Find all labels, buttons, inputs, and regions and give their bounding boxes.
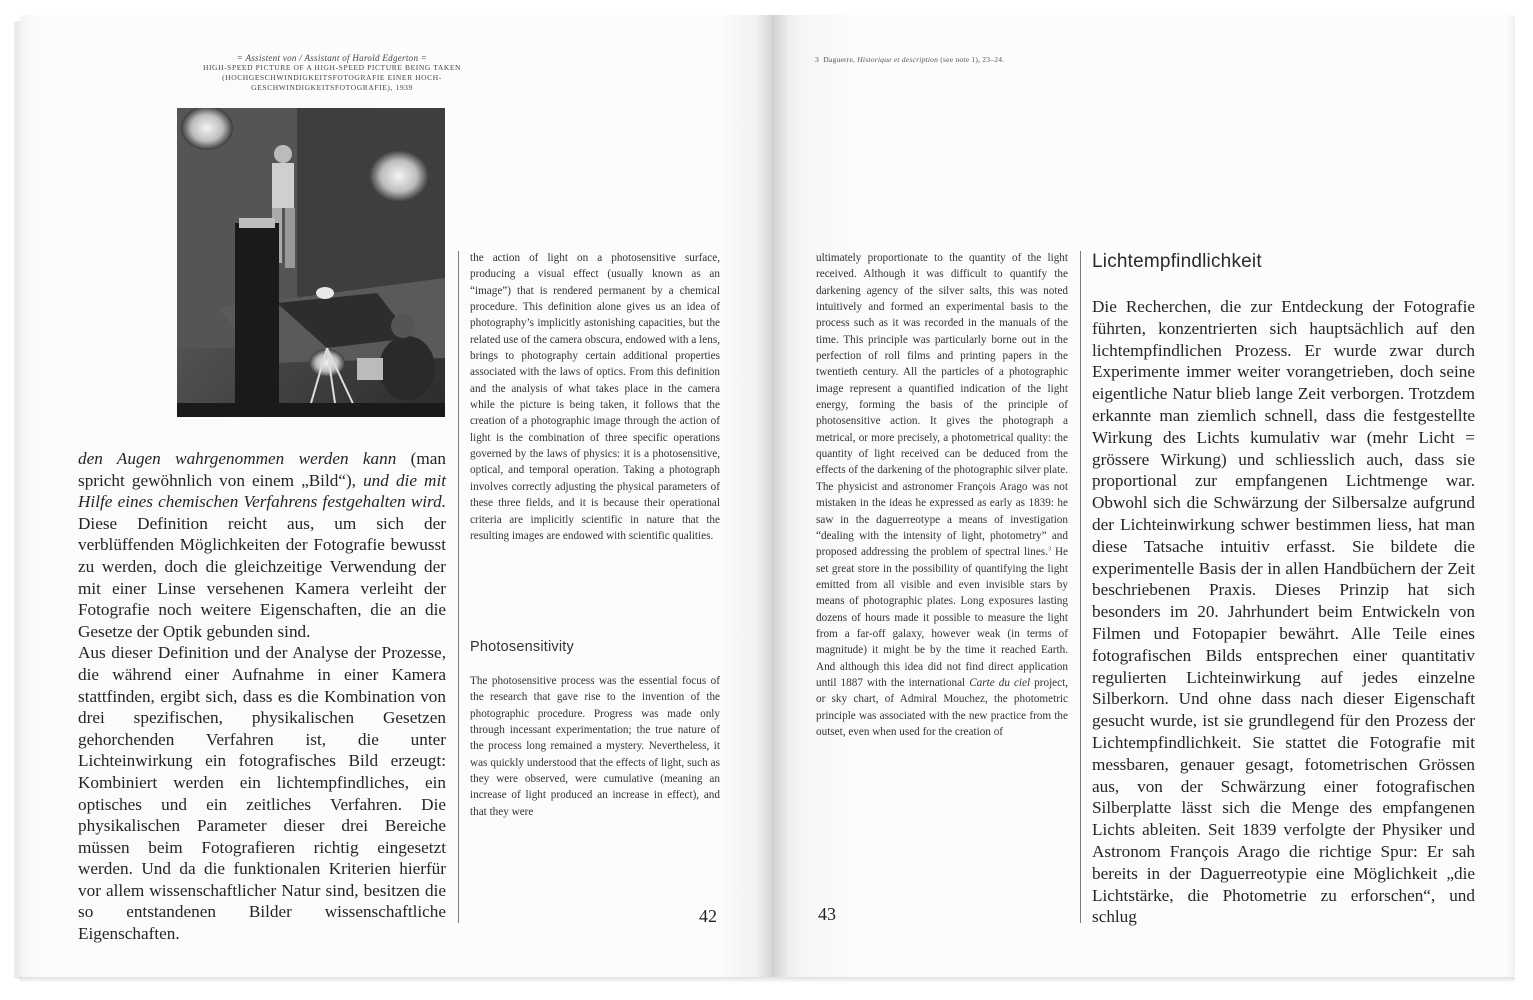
german-normal-b: Diese Definition reicht aus, um sich der verblüffenden Möglichkeiten der Fotografie bewusst zu werden, doch die gleichzeitige Verwendung der mit einer Linse versehenen Kamera verleiht der Fotografie noch weitere Eigenschaften, die an die Gesetze der Optik gebunden sind. xyxy=(78,513,446,641)
photo-caption xyxy=(192,53,472,93)
caption-title-line-2: (HOCHGESCHWINDIGKEITSFOTOGRAFIE EINER HOCH- xyxy=(222,73,442,82)
german-italic-b: und die mit Hilfe eines chemischen Verfahrens festgehalten wird. xyxy=(78,470,446,512)
footnote-rest: (see note 1), 23–24. xyxy=(938,55,1005,64)
english-text-column-right xyxy=(816,250,1068,740)
german-paragraph-right: Die Recherchen, die zur Entdeckung der Fotografie führten, konzentrierten sich hauptsächlich auf den lichtempfindlichen Prozess. Er wurde zwar durch Experimente immer weiter vorangetrieben, doch seine eigentliche Natur blieb lange Zeit verborgen. Trotzdem erkannte man ziemlich schnell, dass die festgestellte Wirkung des Lichts kumulativ war (mehr Licht = grössere Wirkung) und schliesslich auch, dass sie proportional zur empfangenen Lichtmenge war. Obwohl sich die Schwärzung der Silbersalze aufgrund der Lichteinwirkung schwer bestimmen liess, hat man diese Tatsache intuitiv erfasst. Sie bildete die experimentelle Basis der in allen Handbüchern der Zeit beschriebenen Praxis. Dieses Prinzip hat sich besonders im 20. Jahrhundert beim Entwickeln von Filmen und Fotopapier bewährt. Alle Teile eines fotografischen Bilds entsprechen einer quantitativ regulierten Lichteinwirkung auf jedes einzelne Silberkorn. Und ohne dass nach dieser Eigenschaft gesucht wurde, ist sie grundlegend für den Prozess der Lichtempfindlichkeit. Sie stattet die Fotografie mit messbaren, genauer gesagt, fotometrischen Grössen aus, von der Schwärzung einer fotografischen Silberplatte lässt sich die Menge des empfangenen Lichts ableiten. Seit 1839 verfolgte der Physiker und Astronom François Arago die richtige Spur: Er sah bereits in der Daguerreotypie eine Möglichkeit „die Lichtstärke, die Photometrie zu erforschen“, und schlug xyxy=(1092,297,1475,927)
column-divider-right xyxy=(1080,251,1081,923)
english-paragraph-right xyxy=(816,250,1068,740)
photograph-illustration xyxy=(177,108,445,417)
footnote xyxy=(815,55,1004,64)
german-text-column-left xyxy=(78,448,446,945)
left-page xyxy=(20,15,772,977)
german-paragraph-2: Aus dieser Definition und der Analyse der Prozesse, die während einer Aufnahme in einer Kamera stattfinden, ergibt sich, dass es die Kombination von drei spezifischen, physikalischen Gesetzen gehorchenden Verfahren ist, die unter Lichteinwirkung ein fotografisches Bild erzeugt: Kombiniert werden ein lichtempfindliches, ein optisches und ein zeitliches Verfahren. Die physikalischen Parameter dieser drei Bereiche müssen beim Fotografieren richtig eingesetzt werden. Und da die funktionalen Kriterien hierfür vor allem wissenschaftlicher Natur sind, besitzen die so entstandenen Bilder wissenschaftliche Eigenschaften. xyxy=(78,643,446,944)
english-right-part-c: project, or sky chart, of Admiral Mouchez, the photometric principle was associated with the new practice from the outset, even when used for the creation of xyxy=(816,676,1069,738)
german-italic-a: den Augen wahrgenommen werden kann xyxy=(78,449,397,468)
caption-title-line-1: HIGH-SPEED PICTURE OF A HIGH-SPEED PICTURE BEING TAKEN xyxy=(202,63,462,72)
english-text-column-left xyxy=(470,250,720,544)
english-section-heading: Photosensitivity xyxy=(470,639,574,655)
book-gutter xyxy=(755,15,789,977)
english-right-part-b: He set great store in the possibility of quantifying the light emitted from all visible and even invisible stars by means of photographic plates. Long exposures lasting dozens of hours made it possible to measure the light from a far-off galaxy, however weak (in terms of magnitude) it might be by the time it reached Earth. And although this idea did not find direct application until 1887 with the international xyxy=(816,546,1068,689)
german-paragraph-1 xyxy=(78,448,446,642)
german-text-column-right xyxy=(1092,296,1475,928)
footnote-reference: 3 xyxy=(1047,546,1051,553)
english-paragraph-2: The photosensitive process was the essential focus of the research that gave rise to the invention of the photographic procedure. Progress was made only through incessant experimentation; the true nature of the process long remained a mystery. Nevertheless, it was quickly understood that the effects of light, such as they were observed, were cumulative (meaning an increase of light produced an increase in effect), and that they were xyxy=(470,675,720,818)
column-divider-left xyxy=(458,251,459,923)
german-normal-a: (man spricht gewöhnlich von einem „Bild“), xyxy=(78,449,446,490)
german-section-heading: Lichtempfindlichkeit xyxy=(1092,251,1262,272)
open-book xyxy=(20,15,1515,980)
page-number-right: 43 xyxy=(818,904,836,924)
caption-credit: = Assistent von / Assistant of Harold Edgerton = xyxy=(236,53,428,63)
page-number-left: 42 xyxy=(699,906,717,926)
photograph-image xyxy=(177,108,445,417)
english-right-italic: Carte du ciel xyxy=(969,676,1031,689)
footnote-number: 3 xyxy=(815,55,819,64)
english-right-part-a: ultimately proportionate to the quantity of the light received. Although it was difficult to quantify the darkening agency of the silver salts, this was noted intuitively and formed an experimental basis to the process such as it was recorded in the manuals of the time. This principle was particularly borne out in the perfection of roll films and printing papers in the twentieth century. All the particles of a photographic image represent a quantified indication of the light energy, forming the basis of the principle of photosensitive action. It gives the photograph a metrical, or more precisely, a photometrical quality: the quantity of light received can be deduced from the effects of the darkening of the photographic silver plate. The physicist and astronomer François Arago was not mistaken in the ideas he expressed as early as 1839: he saw in the daguerreotype a means of investigation “dealing with the intensity of light, photometry” and proposed addressing the problem of spectral lines. xyxy=(816,252,1068,559)
english-text-column-left-2 xyxy=(470,673,720,820)
book-shadow xyxy=(20,977,1515,983)
caption-title-line-3: GESCHWINDIGKEITSFOTOGRAFIE), 1939 xyxy=(251,83,413,92)
footnote-author: Daguerre, xyxy=(823,55,858,64)
footnote-title: Historique et description xyxy=(857,55,939,64)
english-paragraph-1: the action of light on a photosensitive surface, producing a visual effect (usually known as an “image”) that is rendered permanent by a chemical procedure. This definition alone gives us an idea of photography’s implicitly astonishing capacities, but the related use of the camera obscura, endowed with a lens, brings to photography certain additional properties associated with the laws of optics. From this definition and the analysis of what takes place in the camera while the picture is being taken, it follows that the creation of a photographic image through the action of light is the combination of three specific operations governed by the laws of physics: it is a photosensitive, optical, and temporal operation. Taking a photograph involves correctly adjusting the physical parameters of these three fields, and it is because their operational criteria are implicitly scientific in nature that the resulting images are endowed with scientific qualities. xyxy=(470,252,720,542)
